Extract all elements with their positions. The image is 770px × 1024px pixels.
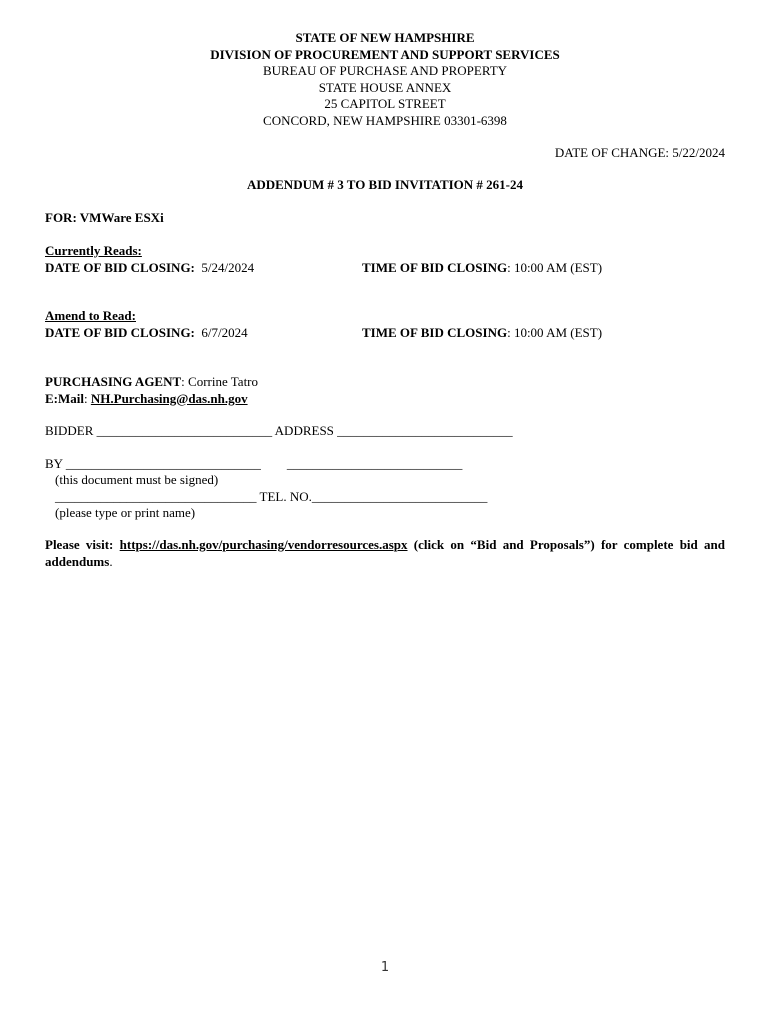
- amend-row: [45, 325, 725, 342]
- for-line: FOR: VMWare ESXi: [45, 210, 164, 225]
- letterhead-bureau: BUREAU OF PURCHASE AND PROPERTY: [262, 63, 508, 78]
- date-of-change: DATE OF CHANGE: 5/22/2024: [554, 145, 725, 160]
- agent-name: : Corrine Tatro: [181, 374, 259, 389]
- agent-line: [45, 374, 725, 391]
- letterhead-street: 25 CAPITOL STREET: [324, 96, 446, 111]
- bidder-line: BIDDER ___________________________ ADDRESS ___________________________: [45, 423, 513, 438]
- purchasing-agent-section: [45, 374, 725, 407]
- currently-reads-heading: Currently Reads:: [45, 243, 142, 258]
- signed-note: (this document must be signed): [55, 472, 219, 487]
- addendum-title: ADDENDUM # 3 TO BID INVITATION # 261-24: [246, 177, 524, 192]
- by-line: BY ______________________________ ___________________________: [45, 456, 463, 471]
- currently-reads-section: [45, 243, 725, 276]
- visit-end: .: [109, 553, 113, 569]
- print-name-note: (please type or print name): [55, 505, 196, 520]
- amend-closing-date-label: DATE OF BID CLOSING:: [45, 324, 195, 340]
- amend-closing-time: [362, 325, 602, 342]
- closing-date-label: DATE OF BID CLOSING:: [45, 259, 195, 275]
- amend-closing-time-label: TIME OF BID CLOSING: [362, 324, 508, 340]
- visit-paragraph: [45, 537, 725, 570]
- closing-time-value: : 10:00 AM (EST): [507, 259, 603, 275]
- letterhead-annex: STATE HOUSE ANNEX: [318, 79, 452, 95]
- page-number: 1: [380, 960, 390, 975]
- agent-label: PURCHASING AGENT: [45, 374, 182, 389]
- amend-heading: Amend to Read:: [45, 308, 136, 323]
- email-separator: :: [84, 390, 91, 406]
- letterhead-state: STATE OF NEW HAMPSHIRE: [295, 30, 475, 45]
- closing-date-value: 5/24/2024: [201, 259, 255, 275]
- tel-line: _______________________________ TEL. NO.___________________________: [55, 489, 488, 504]
- amend-closing-time-value: : 10:00 AM (EST): [507, 324, 603, 340]
- currently-reads-row: [45, 260, 725, 277]
- vendor-resources-link[interactable]: https://das.nh.gov/purchasing/vendorresources.aspx: [119, 537, 408, 552]
- amend-to-read-section: [45, 308, 725, 341]
- visit-middle: (click on “Bid and Proposals”) for complete bid and addendums: [45, 537, 726, 569]
- amend-closing-date-value: 6/7/2024: [201, 324, 248, 340]
- letterhead-city: CONCORD, NEW HAMPSHIRE 03301-6398: [263, 112, 507, 128]
- visit-prefix: Please visit:: [45, 537, 120, 552]
- closing-time-label: TIME OF BID CLOSING: [362, 259, 508, 275]
- letterhead-division: DIVISION OF PROCUREMENT AND SUPPORT SERVICES: [210, 46, 560, 62]
- email-line: [45, 391, 725, 408]
- letterhead: [0, 30, 770, 129]
- closing-time: [362, 260, 602, 277]
- email-label: E:Mail: [45, 390, 84, 406]
- email-link[interactable]: NH.Purchasing@das.nh.gov: [90, 390, 248, 406]
